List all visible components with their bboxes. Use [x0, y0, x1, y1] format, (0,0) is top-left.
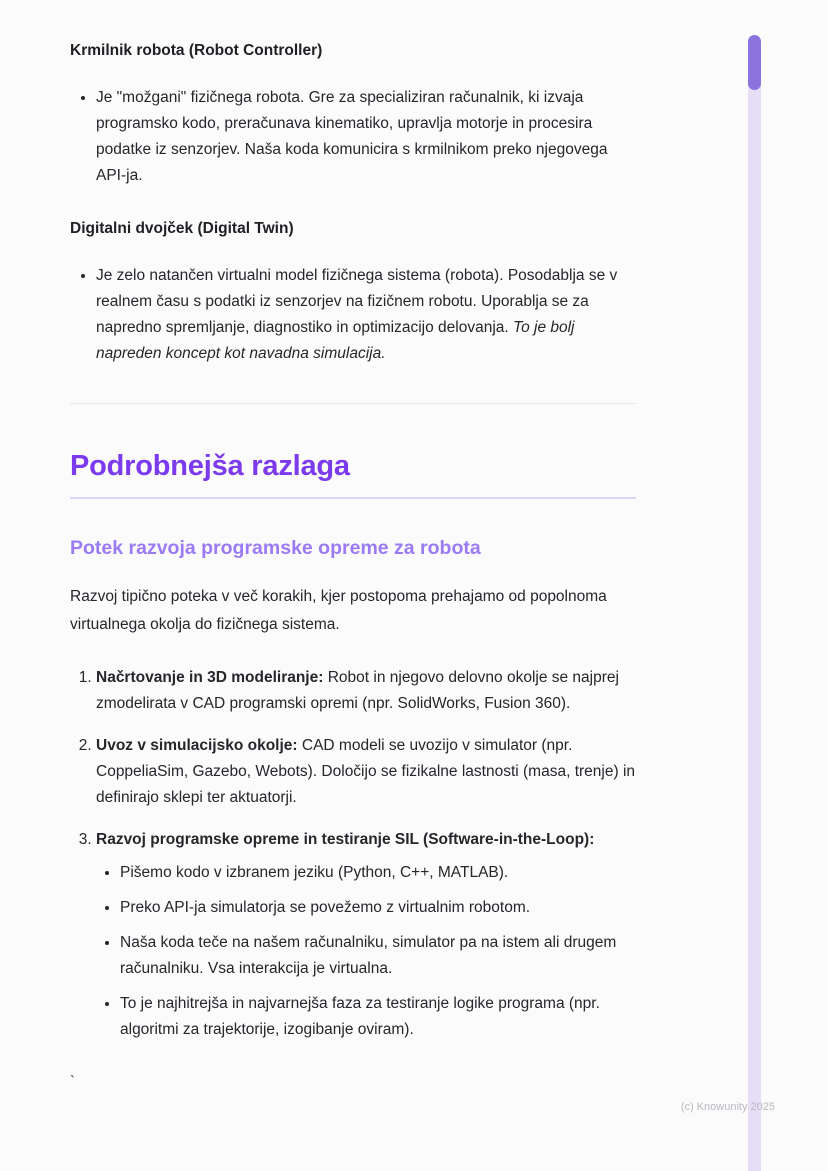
- document-content: [70, 0, 636, 1095]
- sub-bullet-text: To je najhitrejša in najvarnejša faza za testiranje logike programa (npr. algoritmi za trajektorije, izogibanje oviram).: [120, 995, 600, 1038]
- sub-bullet-item: [120, 860, 636, 886]
- page-title: Podrobnejša razlaga: [70, 450, 350, 482]
- step-lead-bold: Uvoz v simulacijsko okolje:: [96, 737, 298, 754]
- bullet-item: [96, 85, 636, 189]
- scrollbar-thumb[interactable]: [748, 35, 761, 90]
- sub-bullet-item: [120, 895, 636, 921]
- step-item: [96, 827, 636, 1043]
- step-lead-bold: Razvoj programske opreme in testiranje SIL (Software-in-the-Loop):: [96, 831, 595, 848]
- step-text: CAD modeli se uvozijo v simulator (npr. CoppeliaSim, Gazebo, Webots). Določijo se fizikalne lastnosti (masa, trenje) in definirajo sklepi ter aktuatorji.: [96, 737, 636, 806]
- section-heading-digital-twin: Digitalni dvojček (Digital Twin): [70, 220, 294, 237]
- copyright-footer: (c) Knowunity 2025: [680, 1101, 775, 1113]
- sub-bullet-text: Pišemo kodo v izbranem jeziku (Python, C++, MATLAB).: [120, 864, 509, 881]
- section-heading-robot-controller: Krmilnik robota (Robot Controller): [70, 42, 323, 59]
- stray-backtick-character: `: [70, 1073, 75, 1090]
- step-item: [96, 665, 636, 717]
- twin-bullet-list: [70, 263, 636, 367]
- section-divider: [70, 403, 636, 404]
- step-lead-bold: Načrtovanje in 3D modeliranje:: [96, 669, 324, 686]
- title-underline-divider: [70, 497, 636, 499]
- sub-bullet-text: Preko API-ja simulatorja se povežemo z virtualnim robotom.: [120, 899, 531, 916]
- sub-bullet-item: [120, 991, 636, 1043]
- bullet-text: Je "možgani" fizičnega robota. Gre za specializiran računalnik, ki izvaja programsko kodo, preračunava kinematiko, upravlja motorje in procesira podatke iz senzorjev. Naša koda komunicira s krmilnikom preko njegovega API-ja.: [96, 89, 608, 184]
- bullet-text-italic: To je bolj napreden koncept kot navadna simulacija.: [96, 319, 575, 362]
- scrollbar-track[interactable]: [748, 35, 761, 1171]
- bullet-item: [96, 263, 636, 367]
- sil-sub-bullet-list: [96, 860, 636, 1043]
- sub-bullet-item: [120, 930, 636, 982]
- development-steps-list: [70, 665, 636, 1043]
- controller-bullet-list: [70, 85, 636, 189]
- step-item: [96, 733, 636, 811]
- bullet-text: Je zelo natančen virtualni model fizičnega sistema (robota). Posodablja se v realnem času s podatki iz senzorjev na fizičnem robotu. Uporablja se za napredno spremljanje, diagnostiko in optimizacijo delovanja.: [96, 267, 618, 336]
- step-text: Robot in njegovo delovno okolje se najprej zmodelirata v CAD programski opremi (npr. SolidWorks, Fusion 360).: [96, 669, 619, 712]
- section-subtitle: Potek razvoja programske opreme za robota: [70, 537, 481, 559]
- intro-paragraph: Razvoj tipično poteka v več korakih, kjer postopoma prehajamo od popolnoma virtualnega okolja do fizičnega sistema.: [70, 588, 607, 633]
- sub-bullet-text: Naša koda teče na našem računalniku, simulator pa na istem ali drugem računalniku. Vsa interakcija je virtualna.: [120, 934, 617, 977]
